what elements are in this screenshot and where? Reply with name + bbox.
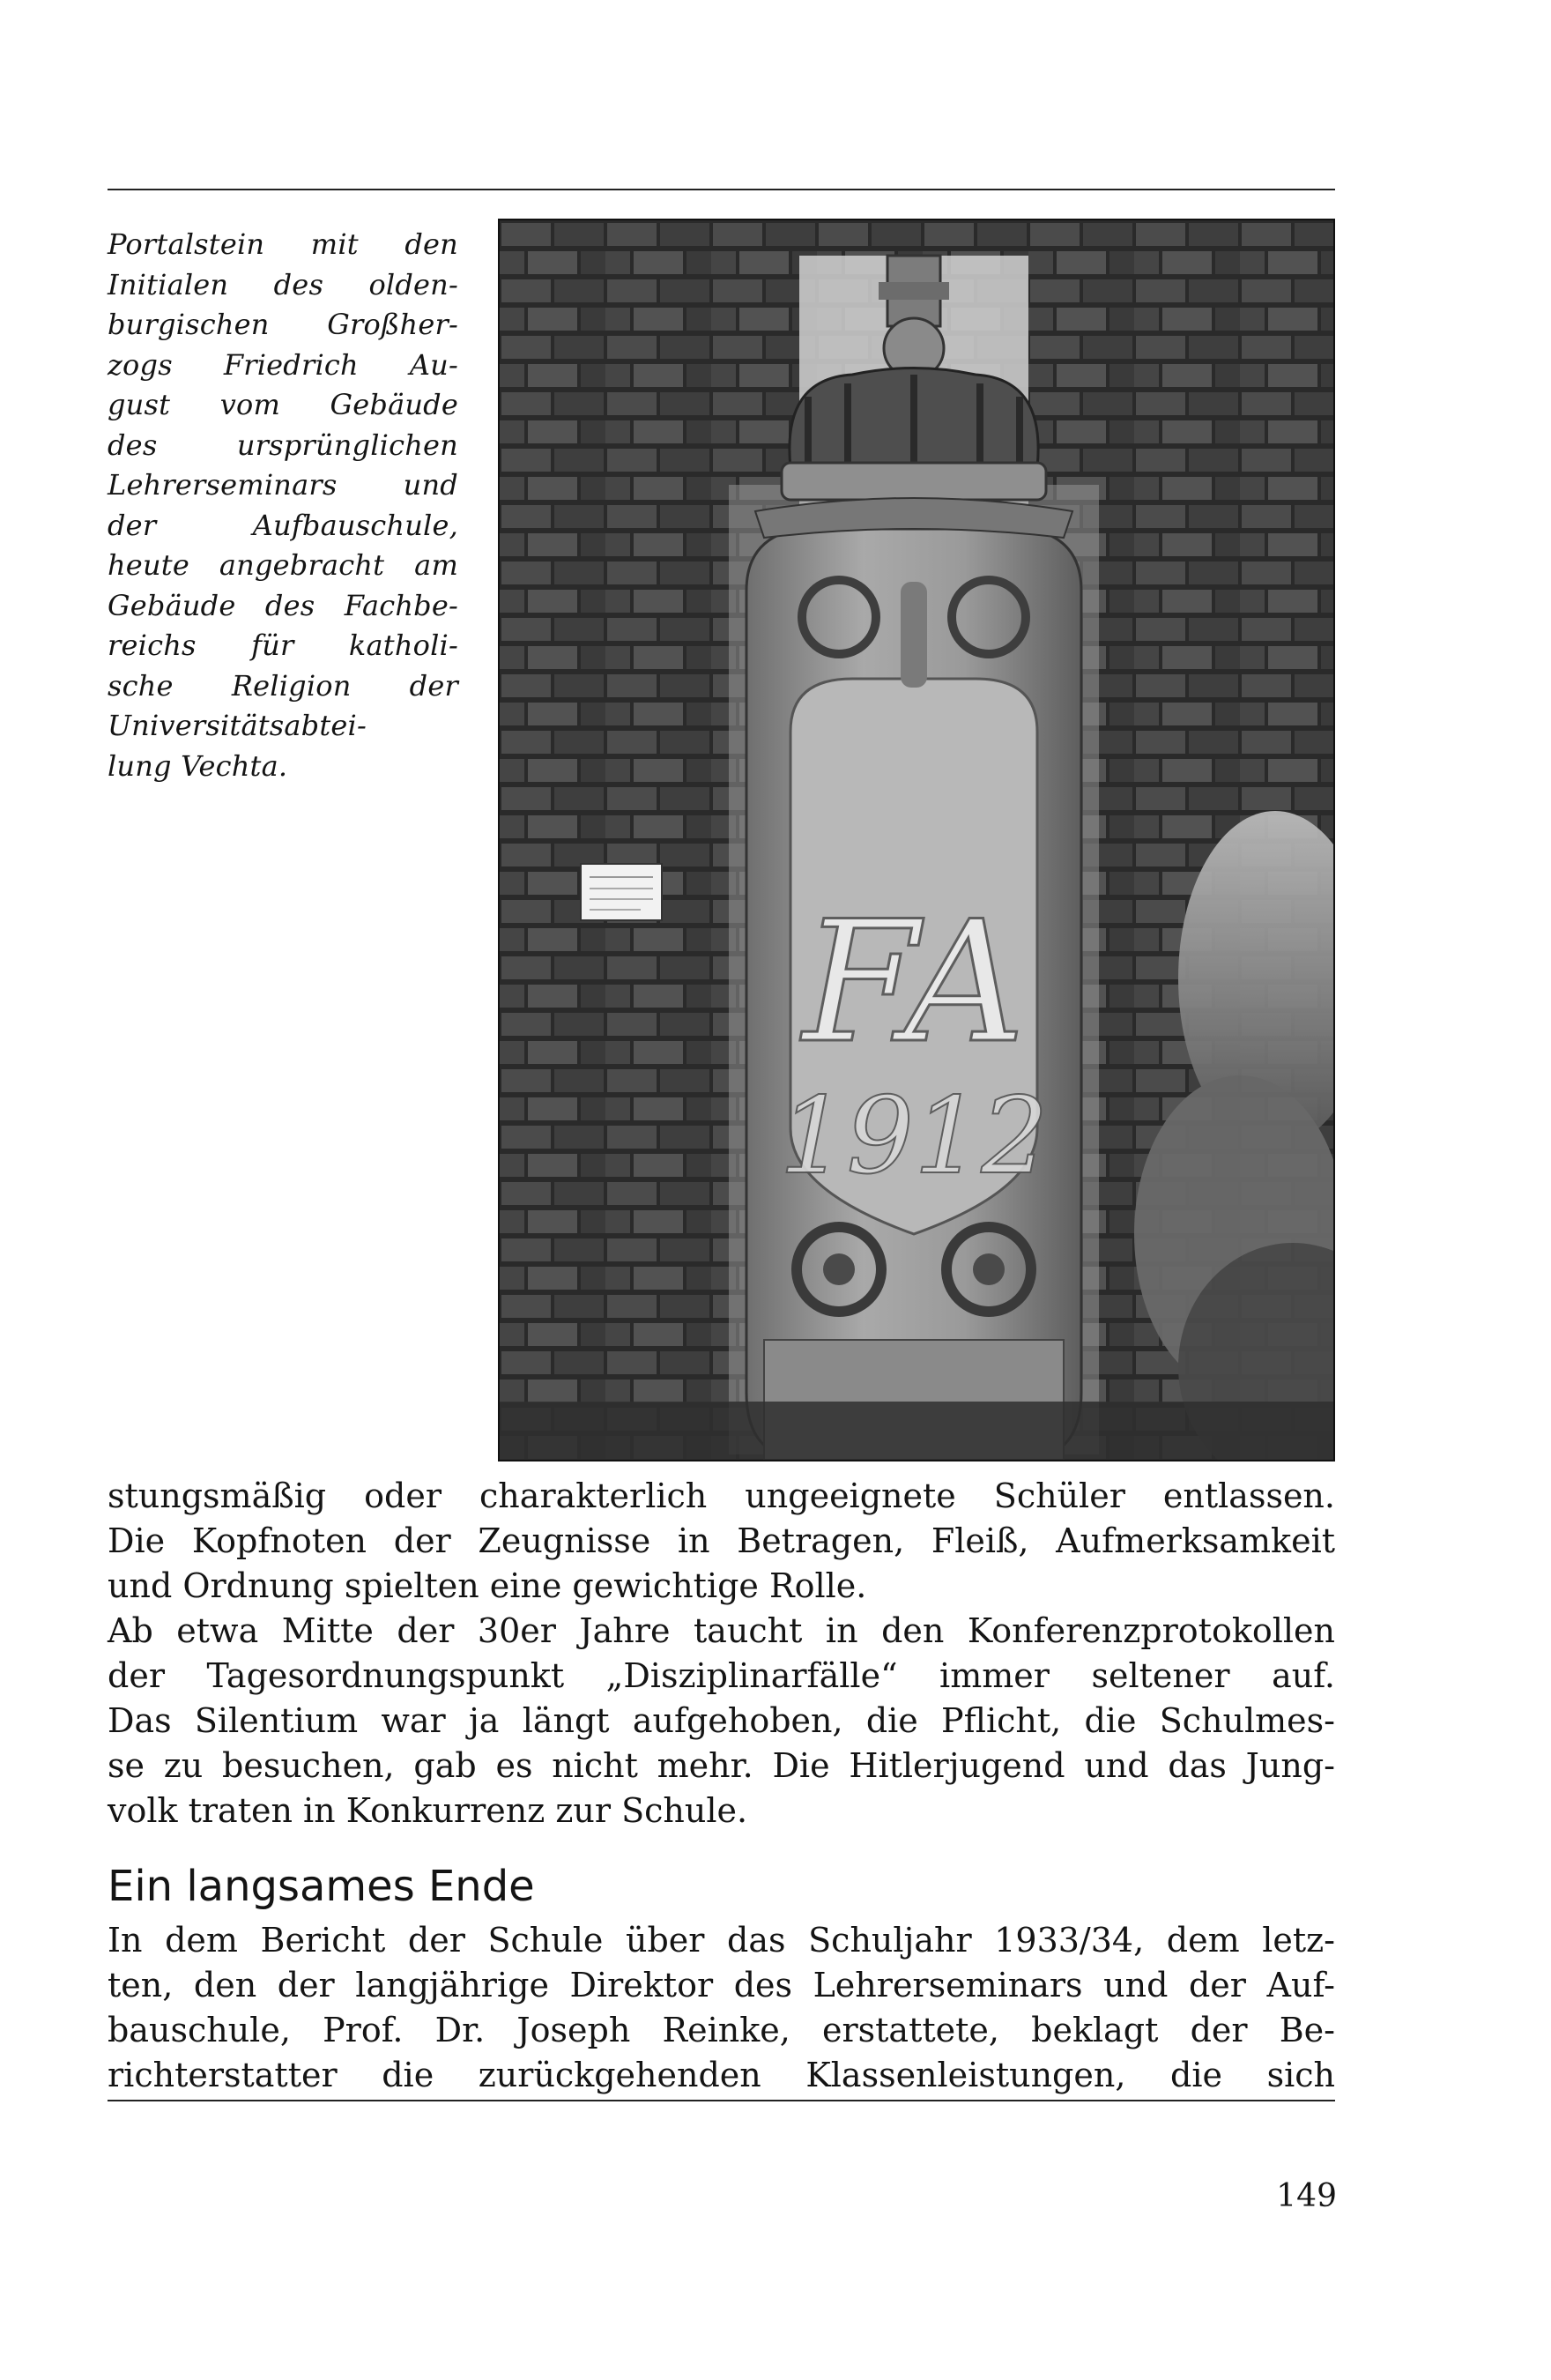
page-number: 149 bbox=[1276, 2178, 1337, 2214]
year: 1912 bbox=[779, 1075, 1049, 1198]
caption-line: Lehrerseminars und bbox=[108, 468, 458, 502]
caption-line: des ursprünglichen bbox=[108, 428, 458, 462]
caption-line: Universitätsabtei- bbox=[108, 709, 367, 742]
text-line: ten, den der langjährige Direktor des Lehrerseminars und der Auf- bbox=[108, 1966, 1335, 2004]
text-line: stungsmäßig oder charakterlich ungeeignete Schüler entlassen. bbox=[108, 1476, 1335, 1515]
caption-line: der Aufbauschule, bbox=[108, 508, 458, 542]
text-line: Die Kopfnoten der Zeugnisse in Betragen, Fleiß, Aufmerksamkeit bbox=[108, 1521, 1335, 1560]
grass bbox=[500, 1402, 1333, 1460]
monogram: FA bbox=[802, 885, 1026, 1080]
text-line: se zu besuchen, gab es nicht mehr. Die Hitlerjugend und das Jung- bbox=[108, 1746, 1335, 1785]
text-line: In dem Bericht der Schule über das Schuljahr 1933/34, dem letz- bbox=[108, 1921, 1335, 1960]
section-heading: Ein langsames Ende bbox=[108, 1862, 535, 1911]
caption-line: reichs für katholi- bbox=[108, 628, 458, 662]
caption-line: heute angebracht am bbox=[108, 548, 458, 582]
photo-caption bbox=[108, 225, 458, 786]
text-line: bauschule, Prof. Dr. Joseph Reinke, erstattete, beklagt der Be- bbox=[108, 2011, 1335, 2049]
text-line: und Ordnung spielten eine gewichtige Rolle. bbox=[108, 1566, 867, 1605]
text-line: der Tagesordnungspunkt „Disziplinarfälle“ immer seltener auf. bbox=[108, 1656, 1335, 1695]
text-line: Das Silentium war ja längt aufgehoben, die Pflicht, die Schulmes- bbox=[108, 1701, 1335, 1740]
paragraph-1 bbox=[108, 1474, 1335, 1833]
text-line: volk traten in Konkurrenz zur Schule. bbox=[108, 1791, 748, 1830]
caption-line: zogs Friedrich Au- bbox=[108, 347, 458, 382]
bottom-rule bbox=[108, 2100, 1335, 2101]
text-line: richterstatter die zurückgehenden Klassenleistungen, die sich bbox=[108, 2056, 1335, 2094]
paragraph-2 bbox=[108, 1918, 1335, 2098]
caption-line: Gebäude des Fachbe- bbox=[108, 588, 458, 622]
wall-plaque bbox=[581, 864, 662, 920]
caption-line: burgischen Großher- bbox=[108, 308, 458, 341]
portal-stone-photo bbox=[498, 219, 1335, 1461]
text-line: Ab etwa Mitte der 30er Jahre taucht in den Konferenzprotokollen bbox=[108, 1611, 1335, 1650]
caption-line: sche Religion der bbox=[108, 668, 458, 703]
top-rule bbox=[108, 189, 1335, 190]
caption-line: Initialen des olden- bbox=[108, 267, 458, 301]
caption-line: Portalstein mit den bbox=[108, 227, 458, 261]
caption-line: gust vom Gebäude bbox=[108, 388, 458, 421]
caption-line: lung Vechta. bbox=[108, 748, 288, 783]
